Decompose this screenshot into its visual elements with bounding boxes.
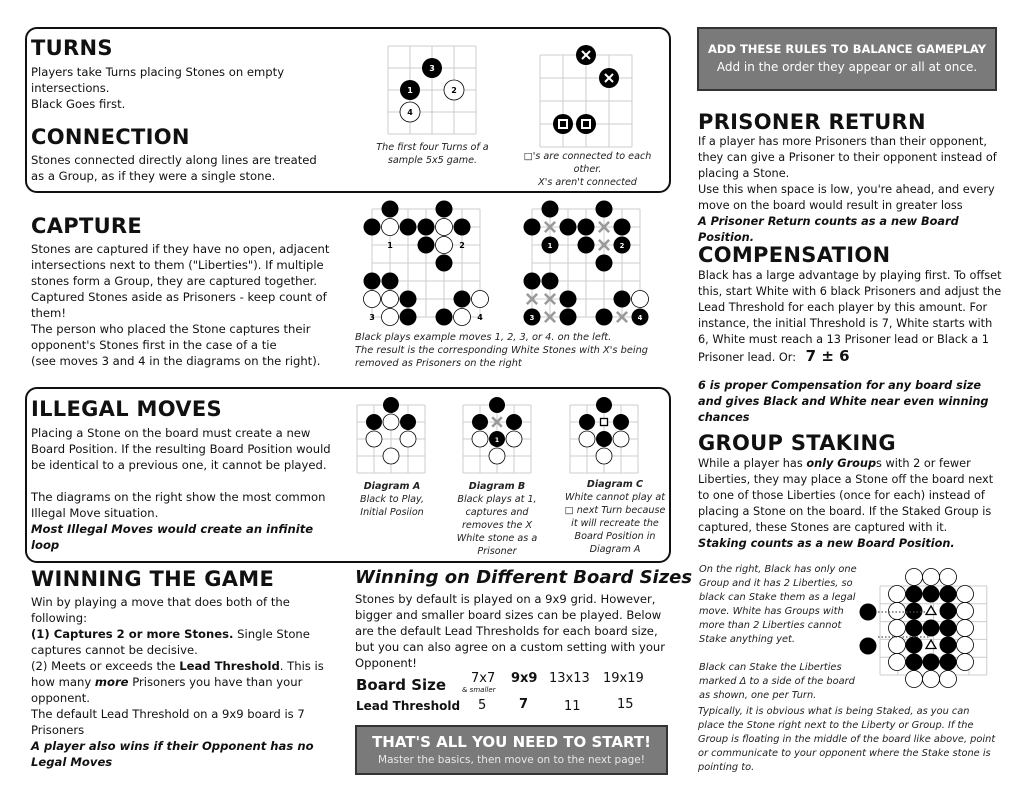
white-stone: [454, 309, 471, 326]
black-stone: [364, 219, 381, 236]
white-stone: [889, 620, 906, 637]
winning-default: The default Lead Threshold on a 9x9 board is 7 Prisoners: [31, 707, 305, 737]
group-staking-body: [698, 456, 1003, 552]
prisoner-return-text: If a player has more Prisoners than their opponent, they can give a Prisoner to their opponent instead of placing a Stone.: [698, 135, 997, 180]
illegal-emphasis: Most Illegal Moves would create an infinite loop: [31, 522, 314, 552]
black-stone: [940, 654, 957, 671]
capture-diagram-caption: [355, 331, 655, 370]
board-size-label: Board Size: [356, 676, 447, 694]
black-stone: [454, 291, 471, 308]
black-stone: [906, 603, 923, 620]
winning-emphasis: A player also wins if their Opponent has no Legal Moves: [31, 739, 314, 769]
diagram-title: Diagram C: [586, 479, 644, 490]
prisoner-return-text: Use this when space is low, you're ahead, and every move on the board would result in greater loss: [698, 183, 995, 212]
white-stone: [472, 291, 489, 308]
move-number: 2: [451, 86, 457, 95]
start-banner: [355, 725, 668, 775]
black-stone: [578, 219, 595, 236]
black-stone: [400, 291, 417, 308]
triangle-marker: [926, 640, 936, 649]
black-stone: [614, 291, 631, 308]
capture-title: CAPTURE: [31, 214, 143, 238]
illegal-text: Placing a Stone on the board must create a new Board Position. If the resulting Board Position would be identical to a previous one, it cannot be played.: [31, 426, 331, 472]
black-stone: [560, 219, 577, 236]
diagram-a-caption: [352, 480, 432, 519]
staking-note-3: Typically, it is obvious what is being Staked, as you can place the Stone right next to the Liberty or Group. If the Group is floating in the middle of the board like above, point or communicate to your opponent where the Stake stone is pointing to.: [698, 706, 996, 773]
turns-diagram-caption: The first four Turns of a sample 5x5 game.: [376, 142, 489, 166]
illegal-text: The diagrams on the right show the most common Illegal Move situation.: [31, 490, 326, 520]
winning-item2-text: . This is how many: [31, 659, 324, 689]
winning-item2-text: Prisoners you have than your opponent.: [31, 675, 303, 705]
white-stone: [889, 654, 906, 671]
white-stone: [957, 586, 974, 603]
black-stone: [596, 201, 613, 218]
move-number: 1: [407, 86, 413, 95]
capture-text: The person who placed the Stone captures their opponent's Stones first in the case of a tie: [31, 322, 311, 352]
capture-text: (see moves 3 and 4 in the diagrams on the right).: [31, 354, 321, 368]
black-stone: [596, 255, 613, 272]
caption-line: The result is the corresponding White Stones with X's being removed as Prisoners on the right: [355, 345, 649, 369]
rules-banner-subtitle: Add in the order they appear or all at once.: [716, 60, 978, 74]
black-stone: [614, 219, 631, 236]
staking-note-2: Black can Stake the Liberties marked Δ to a side of the board as shown, one per Turn.: [699, 662, 855, 701]
diagram-caption: Black to Play, Initial Posiion: [360, 494, 424, 518]
black-stone: [400, 309, 417, 326]
black-stone: [400, 219, 417, 236]
white-stone: [436, 219, 453, 236]
compensation-text: Black has a large advantage by playing first. To offset this, start White with 6 black Prisoners and adjust the Lead Threshold for each player by this amount. For instance, the initial Threshold is 7, White starts with 6, White must reach a 13 Prisoner lead or Black a 1 Prisoner lead. Or:: [698, 269, 1002, 364]
size-19x19: 19x19: [603, 671, 644, 686]
black-stone: [940, 586, 957, 603]
white-stone: [382, 291, 399, 308]
staking-emphasis: Staking counts as a new Board Position.: [698, 537, 955, 550]
diagram-title: Diagram B: [468, 481, 526, 492]
move-label: 2: [459, 241, 465, 250]
white-stone: [906, 671, 923, 688]
compensation-body: [698, 268, 1003, 426]
white-stone: [906, 569, 923, 586]
threshold-9x9: 7: [519, 697, 529, 712]
caption-line: X's aren't connected: [538, 177, 637, 188]
black-stone: [542, 201, 559, 218]
black-stone: [560, 291, 577, 308]
white-stone: [364, 291, 381, 308]
move-number: 2: [619, 242, 625, 250]
capture-body: [31, 241, 349, 369]
white-stone: [923, 569, 940, 586]
black-stone: [418, 219, 435, 236]
white-stone: [940, 569, 957, 586]
start-banner-title: THAT'S ALL YOU NEED TO START!: [372, 733, 651, 751]
white-stone: [889, 586, 906, 603]
white-stone: [889, 637, 906, 654]
black-stone: [596, 309, 613, 326]
winning-item1-text: Single Stone captures cannot be decisive.: [31, 627, 310, 657]
move-number: 3: [429, 64, 435, 73]
black-stone: [906, 654, 923, 671]
move-number: 1: [547, 242, 553, 250]
winning-item2-text: (2) Meets or exceeds the: [31, 659, 180, 673]
white-stone: [382, 219, 399, 236]
connection-diagram-caption: [515, 150, 660, 189]
black-stone: [382, 201, 399, 218]
black-stone: [454, 219, 471, 236]
caption-line: □'s are connected to each other.: [523, 151, 652, 175]
prisoner-return-body: [698, 134, 1003, 246]
caption-line: Black plays example moves 1, 2, 3, or 4. on the left.: [355, 332, 612, 343]
move-number: 4: [637, 314, 643, 322]
lead-threshold-label: Lead Threshold: [356, 699, 461, 713]
black-stone: [560, 309, 577, 326]
prisoner-return-emphasis: A Prisoner Return counts as a new Board Position.: [698, 215, 959, 244]
size-note: & smaller: [462, 686, 496, 694]
turns-title: TURNS: [31, 36, 113, 60]
size-9x9: 9x9: [511, 671, 538, 686]
black-stone: [923, 654, 940, 671]
black-stone: [524, 219, 541, 236]
diagram-title: Diagram A: [363, 481, 421, 492]
size-7x7: 7x7: [471, 671, 496, 686]
black-stone: [906, 586, 923, 603]
move-number: 4: [407, 108, 413, 117]
black-stone: [906, 620, 923, 637]
white-stone: [957, 603, 974, 620]
diagram-b-caption: [447, 480, 547, 558]
black-stone: [382, 273, 399, 290]
black-stone: [940, 620, 957, 637]
rules-banner: [697, 27, 997, 91]
illegal-moves-title: ILLEGAL MOVES: [31, 397, 222, 421]
move-label: 4: [477, 313, 483, 322]
group-staking-title: GROUP STAKING: [698, 431, 896, 455]
white-stone: [957, 654, 974, 671]
winning-body: [31, 594, 331, 770]
rules-banner-title: ADD THESE RULES TO BALANCE GAMEPLAY: [707, 42, 987, 56]
diagram-caption: Black plays at 1, captures and removes the X White stone as a Prisoner: [456, 494, 538, 557]
staking-text: s with 2 or fewer Liberties, they may place a Stone off the board next to one of those Liberties (once for each) instead of placing a Stone on the board. If the Staked Group is captured, these Stones are captured with it.: [698, 457, 994, 534]
white-stone: [923, 671, 940, 688]
triangle-marker: [926, 606, 936, 615]
compensation-title: COMPENSATION: [698, 243, 891, 267]
staking-note: [699, 563, 864, 703]
move-label: 3: [369, 313, 375, 322]
threshold-13x13: 11: [564, 699, 581, 714]
black-stone: [923, 620, 940, 637]
staking-note-1: On the right, Black has only one Group and it has 2 Liberties, so black can Stake them as a legal move. White has Groups with more than 2 Liberties cannot Stake anything yet.: [699, 564, 857, 645]
prisoner-return-title: PRISONER RETURN: [698, 110, 926, 134]
capture-text: Stones are captured if they have no open, adjacent intersections next to them ("Liberties"). If multiple stones form a Group, they are captured together.: [31, 242, 330, 288]
black-stone: [364, 273, 381, 290]
staking-em: only Group: [806, 457, 877, 470]
compensation-emphasis: 6 is proper Compensation for any board size and gives Black and White near even winning chances: [698, 379, 989, 424]
threshold-19x19: 15: [617, 697, 634, 712]
diagram-caption: White cannot play at □ next Turn because it will recreate the Board Position in Diagram A: [564, 492, 666, 555]
white-stone: [957, 620, 974, 637]
black-stone: [524, 273, 541, 290]
winning-item1-bold: (1) Captures 2 or more Stones.: [31, 627, 234, 641]
black-stone: [436, 255, 453, 272]
white-stone: [940, 671, 957, 688]
staking-text: While a player has: [698, 457, 807, 470]
white-stone: [957, 637, 974, 654]
turns-body: [31, 64, 321, 112]
move-number: 1: [494, 436, 500, 444]
black-stone: [418, 237, 435, 254]
move-label: 1: [387, 241, 393, 250]
white-stone: [889, 603, 906, 620]
winning-title: WINNING THE GAME: [31, 567, 275, 591]
compensation-formula: 7 ± 6: [805, 347, 850, 365]
connection-body: Stones connected directly along lines are treated as a Group, as if they were a single stone.: [31, 153, 317, 183]
winning-item2-em: more: [94, 675, 129, 689]
black-stone: [940, 603, 957, 620]
start-banner-subtitle: Master the basics, then move on to the next page!: [378, 754, 645, 766]
capture-text: Captured Stones aside as Prisoners - keep count of them!: [31, 290, 327, 320]
black-stone: [436, 201, 453, 218]
winning-text: Win by playing a move that does both of the following:: [31, 595, 290, 625]
white-stone: [382, 309, 399, 326]
white-stone: [632, 291, 649, 308]
black-stone: [923, 586, 940, 603]
size-13x13: 13x13: [549, 671, 590, 686]
white-stone: [436, 237, 453, 254]
threshold-7x7: 5: [478, 698, 487, 713]
board-sizes-title: Winning on Different Board Sizes: [355, 567, 693, 588]
diagram-c-caption: [562, 478, 668, 556]
connection-title: CONNECTION: [31, 125, 190, 149]
illegal-moves-body: [31, 425, 331, 553]
black-stone: [436, 309, 453, 326]
black-stone: [940, 637, 957, 654]
turns-text: Black Goes first.: [31, 97, 126, 111]
black-stone: [906, 637, 923, 654]
black-stone: [542, 273, 559, 290]
board-sizes-body: Stones by default is played on a 9x9 grid. However, bigger and smaller board sizes can be played. Below are the default Lead Thresholds for each board size, but you can also agree on a custom setting with your Opponent!: [355, 592, 666, 670]
turns-text: Players take Turns placing Stones on empty intersections.: [31, 65, 285, 95]
winning-item2-bold: Lead Threshold: [179, 659, 280, 673]
black-stone: [578, 237, 595, 254]
move-number: 3: [529, 314, 535, 322]
